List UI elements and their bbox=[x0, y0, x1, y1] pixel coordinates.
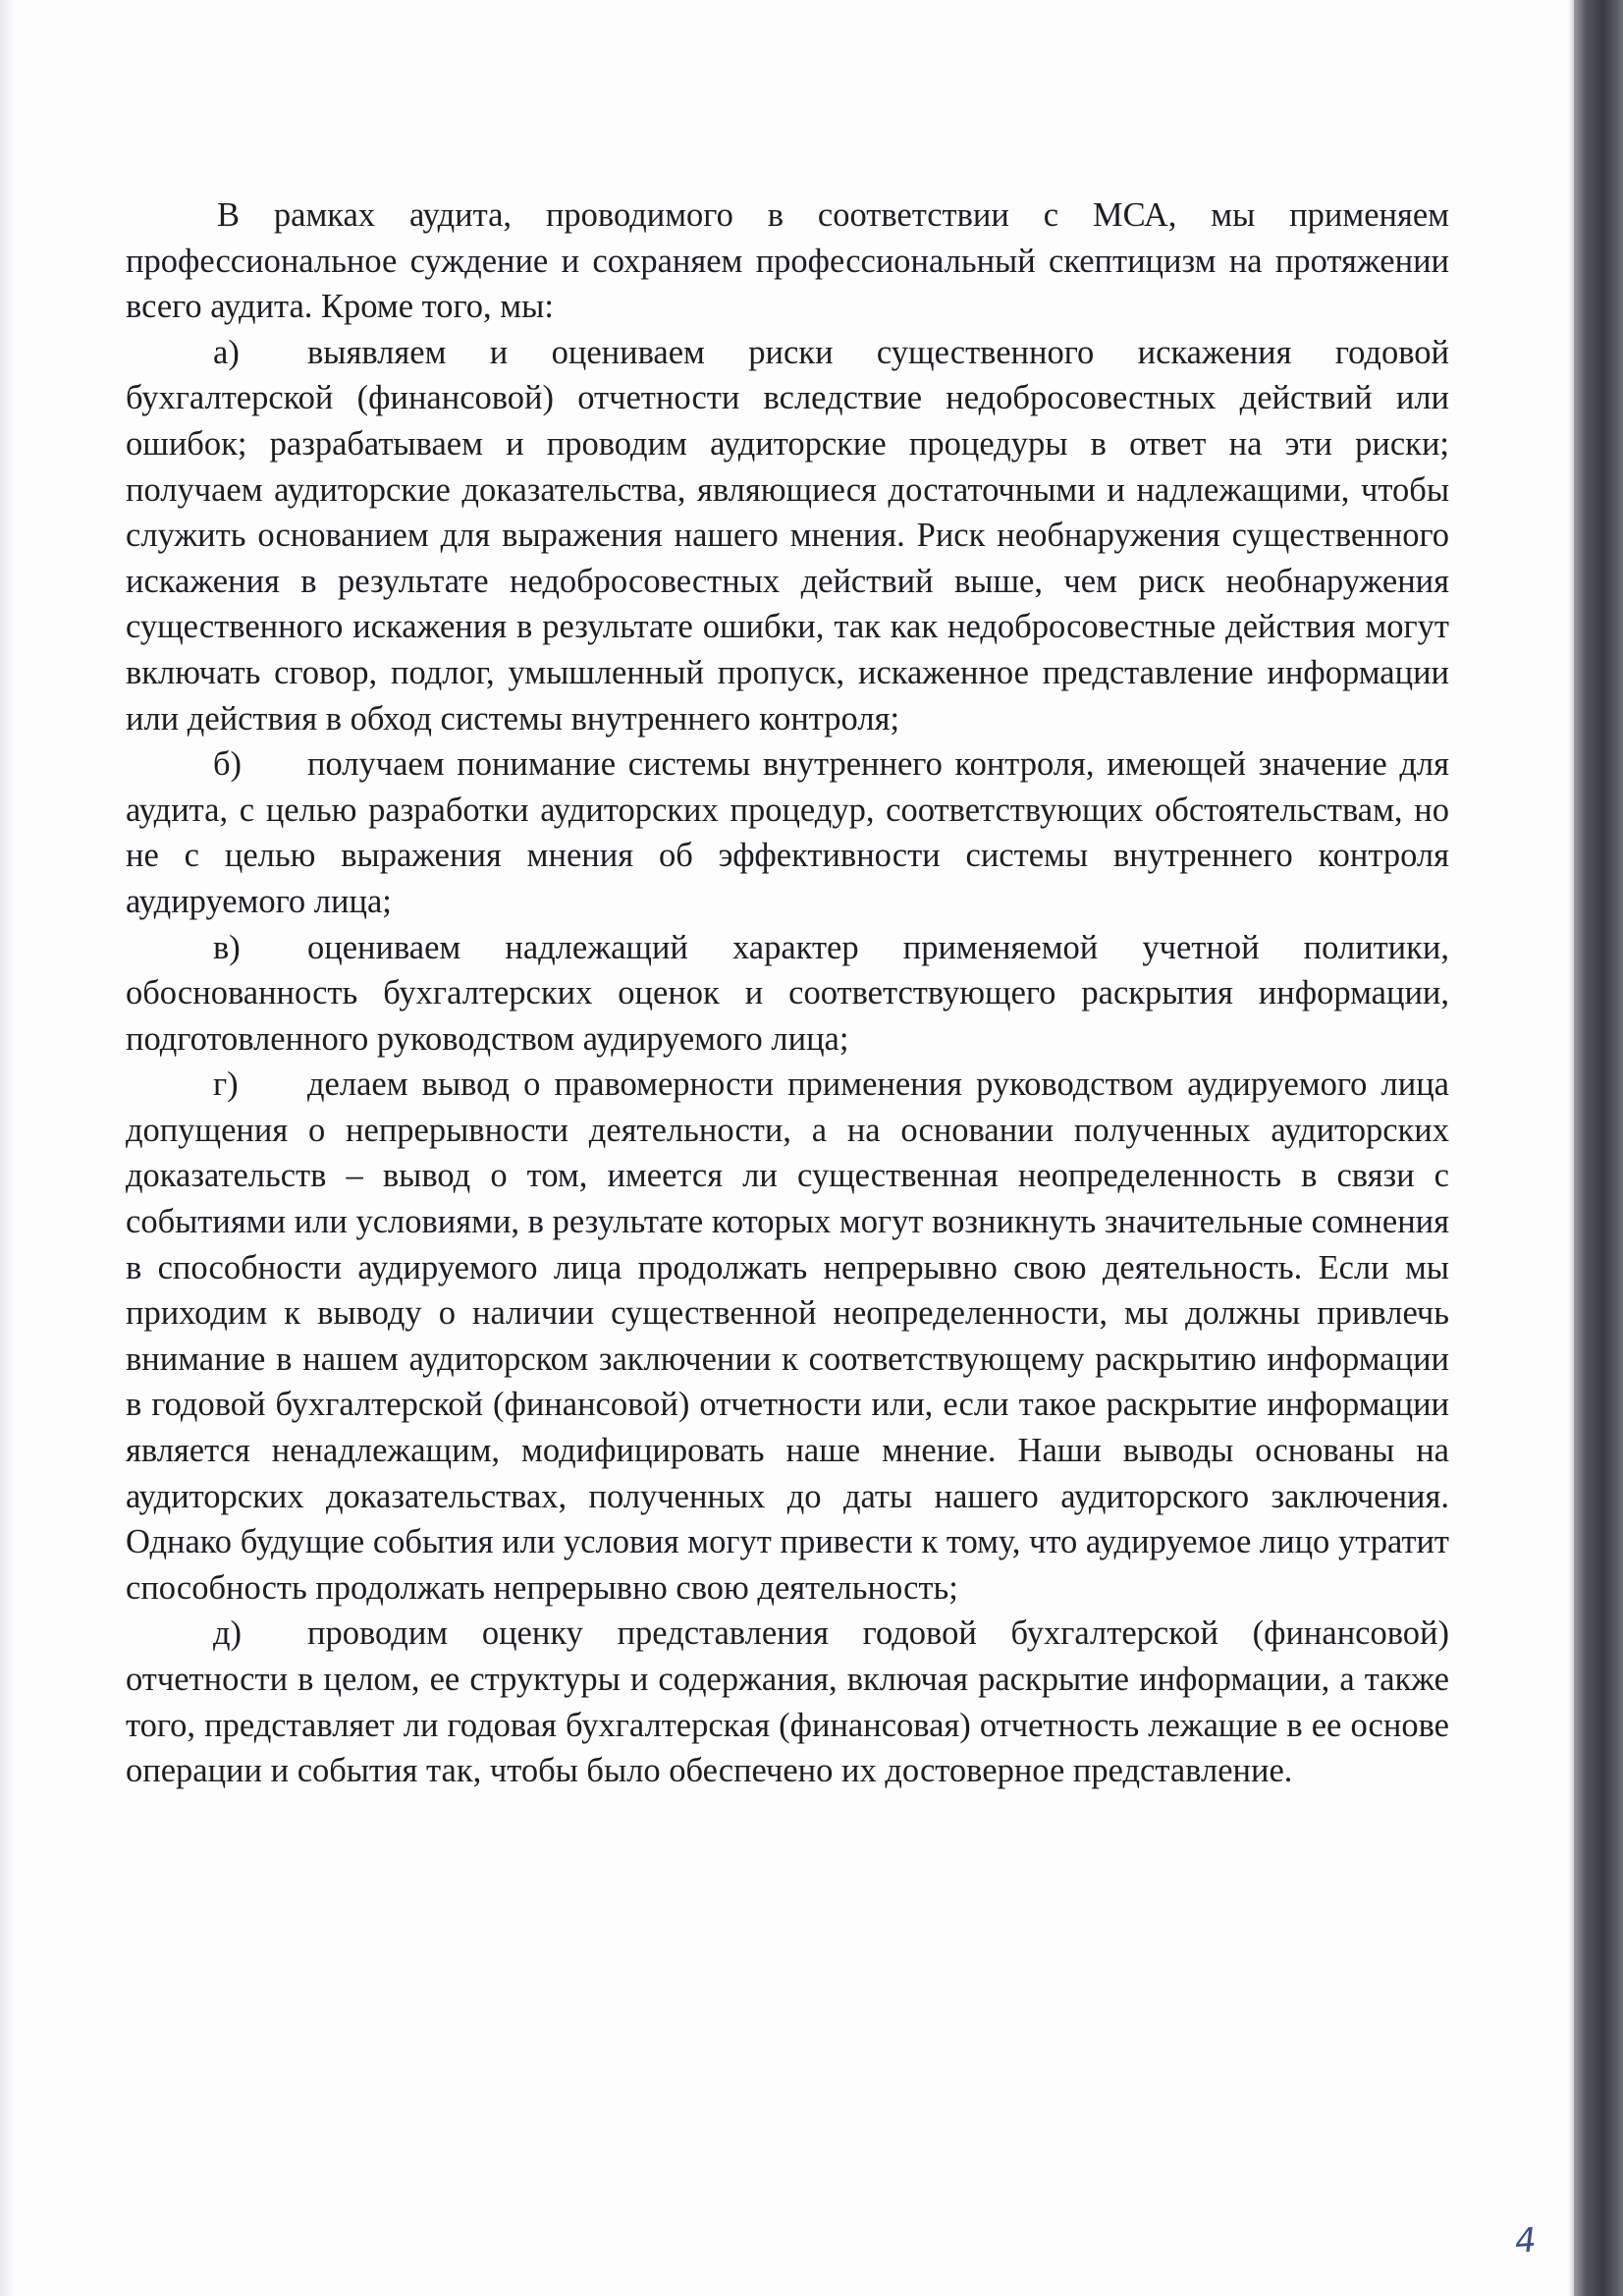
list-item-g bbox=[126, 1062, 1449, 1611]
list-text-g: делаем вывод о правомерности применения руководством аудируемого лица допущения о непрерывности деятельности, а на основании полученных аудиторских доказательств – вывод о том, имеется ли существенная неопределенность в связи с событиями или условиями, в результате которых могут возникнуть значительные сомнения в способности аудируемого лица продолжать непрерывно свою деятельность. Если мы приходим к выводу о наличии существенной неопределенности, мы должны привлечь внимание в нашем аудиторском заключении к соответствующему раскрытию информации в годовой бухгалтерской (финансовой) отчетности или, если такое раскрытие информации является ненадлежащим, модифицировать наше мнение. Наши выводы основаны на аудиторских доказательствах, полученных до даты нашего аудиторского заключения. Однако будущие события или условия могут привести к тому, что аудируемое лицо утратит способность продолжать непрерывно свою деятельность; bbox=[126, 1066, 1449, 1607]
list-text-b: получаем понимание системы внутреннего контроля, имеющей значение для аудита, с целью разработки аудиторских процедур, соответствующих обстоятельствам, но не с целью выражения мнения об эффективности системы внутреннего контроля аудируемого лица; bbox=[126, 745, 1449, 920]
list-marker-a: а) bbox=[213, 333, 240, 371]
list-item-b bbox=[126, 741, 1449, 924]
left-scan-shadow bbox=[0, 0, 14, 2296]
intro-paragraph: В рамках аудита, проводимого в соответствии с МСА, мы применяем профессиональное суждение и сохраняем профессиональный скептицизм на протяжении всего аудита. Кроме того, мы: bbox=[126, 196, 1449, 326]
list-text-a: выявляем и оцениваем риски существенного искажения годовой бухгалтерской (финансовой) отчетности вследствие недобросовестных действий или ошибок; разрабатываем и проводим аудиторские процедуры в ответ на эти риски; получаем аудиторские доказательства, являющиеся достаточными и надлежащими, чтобы служить основанием для выражения нашего мнения. Риск необнаружения существенного искажения в результате недобросовестных действий выше, чем риск необнаружения существенного искажения в результате ошибки, так как недобросовестные действия могут включать сговор, подлог, умышленный пропуск, искаженное представление информации или действия в обход системы внутреннего контроля; bbox=[126, 333, 1449, 738]
list-item-d bbox=[126, 1611, 1449, 1793]
list-text-d: проводим оценку представления годовой бухгалтерской (финансовой) отчетности в целом, ее структуры и содержания, включая раскрытие информации, а также того, представляет ли годовая бухгалтерская (финансовая) отчетность лежащие в ее основе операции и события так, чтобы было обеспечено их достоверное представление. bbox=[126, 1614, 1449, 1790]
list-marker-g: г) bbox=[213, 1066, 239, 1104]
list-marker-d: д) bbox=[213, 1614, 243, 1653]
list-marker-v: в) bbox=[213, 928, 241, 966]
handwritten-page-number: 4 bbox=[1513, 2220, 1539, 2262]
document-body bbox=[126, 192, 1449, 1794]
right-scan-edge bbox=[1574, 0, 1623, 2296]
list-item-a bbox=[126, 330, 1449, 741]
list-text-v: оцениваем надлежащий характер применяемой учетной политики, обоснованность бухгалтерских оценок и соответствующего раскрытия информации, подготовленного руководством аудируемого лица; bbox=[126, 928, 1449, 1058]
list-marker-b: б) bbox=[213, 745, 243, 784]
list-item-v bbox=[126, 925, 1449, 1063]
